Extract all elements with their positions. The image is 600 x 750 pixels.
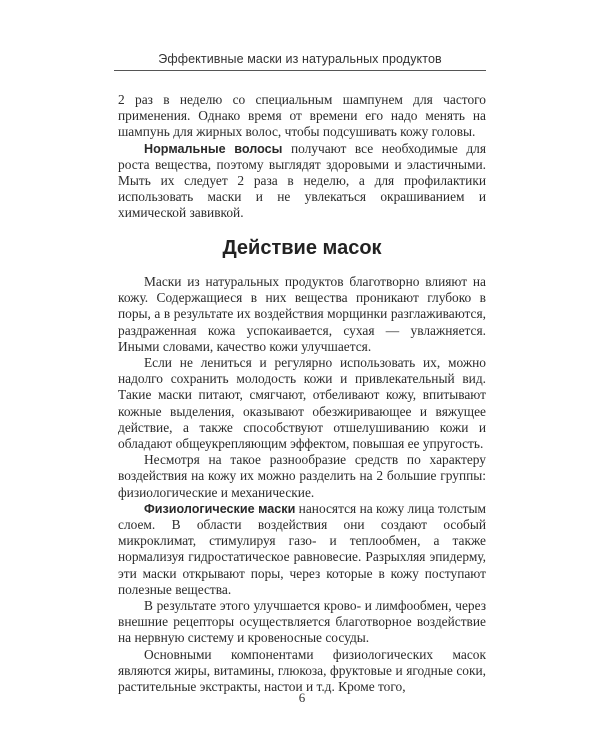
header-rule xyxy=(114,70,486,71)
main-paragraph-3: Несмотря на такое разнообразие средств по характеру воздействия на кожу их можно разделить на 2 большие группы: физиологические и механические. xyxy=(118,452,486,500)
section-heading-block xyxy=(118,236,486,260)
intro-paragraph-1: 2 раз в неделю со специальным шампунем для частого применения. Однако время от времени его надо менять на шампунь для жирных волос, чтобы подсушивать кожу головы. xyxy=(118,92,486,140)
page-number: 6 xyxy=(298,690,306,705)
normal-hair-lead: Нормальные волосы xyxy=(144,141,283,156)
main-paragraph-4 xyxy=(118,501,486,598)
main-paragraph-2: Если не лениться и регулярно использовать их, можно надолго сохранить молодость кожи и привлекательный вид. Такие маски питают, смягчают, отбеливают кожу, впитывают кожные выделения, оказывают обезжиривающее и вяжущее действие, а также способствуют отшелушиванию кожи и обладают общеукрепляющим эффектом, повышая ее упругость. xyxy=(118,355,486,452)
running-header: Эффективные маски из натуральных продуктов xyxy=(158,52,442,66)
main-paragraph-5: В результате этого улучшается крово- и лимфообмен, через внешние рецепторы осуществляется благотворное воздействие на нервную систему и кровеносные сосуды. xyxy=(118,598,486,646)
main-text-block xyxy=(118,274,486,695)
main-paragraph-6: Основными компонентами физиологических масок являются жиры, витамины, глюкоза, фруктовые и ягодные соки, растительные экстракты, настои и т.д. Кроме того, xyxy=(118,646,486,695)
physiological-masks-text: наносятся на кожу лица толстым слоем. В области воздействия они создают особый микроклимат, стимулируя газо- и теплообмен, а также нормализуя гидростатическое равновесие. Разрыхляя эпидерму, эти маски открывают поры, через которые в кожу поступают полезные вещества. xyxy=(118,500,486,597)
physiological-masks-lead: Физиологические маски xyxy=(144,501,296,516)
main-paragraph-1: Маски из натуральных продуктов благотворно влияют на кожу. Содержащиеся в них вещества проникают глубоко в поры, а в результате их воздействия морщинки разглаживаются, раздраженная кожа успокаивается, сухая — увлажняется. Иными словами, качество кожи улучшается. xyxy=(118,274,486,354)
intro-paragraph-2 xyxy=(118,141,486,222)
normal-hair-text: получают все необходимые для роста вещества, поэтому выглядят здоровыми и эластичными. Мыть их следует 2 раза в неделю, а для профилактики использовать маски и не увлекаться окрашиванием и химической завивкой. xyxy=(118,140,486,221)
section-heading: Действие масок xyxy=(222,237,382,259)
intro-text-block xyxy=(118,92,486,222)
